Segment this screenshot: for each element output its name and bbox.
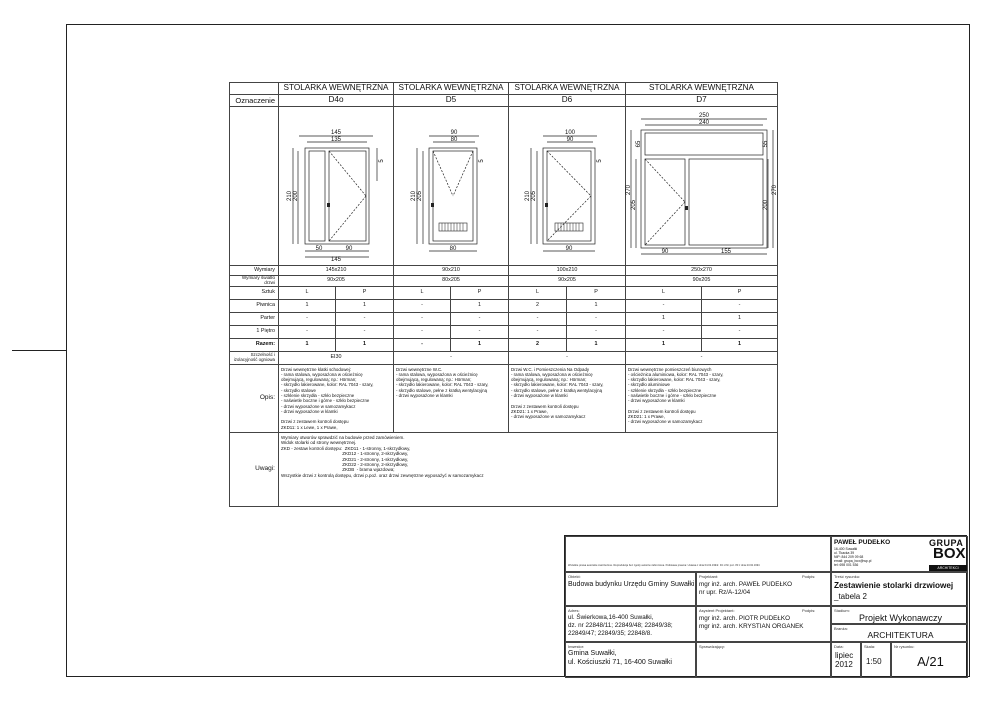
sztuk-label: Sztuk — [230, 286, 279, 299]
dim-d7-right: 270 — [771, 184, 778, 196]
count-cell: - — [567, 312, 626, 325]
count-cell: 1 — [451, 299, 509, 312]
code-d5: D5 — [394, 95, 509, 107]
adres-label: Adres: — [568, 608, 580, 613]
podpis-label: Podpis: — [802, 608, 816, 613]
header-d4o: STOLARKA WEWNĘTRZNA — [279, 83, 394, 95]
total-cell: 1 — [451, 338, 509, 351]
title-block — [564, 535, 967, 677]
count-cell: - — [451, 312, 509, 325]
count-cell: - — [509, 312, 567, 325]
count-cell: - — [626, 299, 702, 312]
dim-d7-width: 250 — [698, 113, 709, 119]
logo-text-grupa: GRUPA — [929, 538, 964, 548]
drawing-row — [230, 107, 778, 266]
total-cell: - — [394, 338, 451, 351]
code-d7: D7 — [626, 95, 778, 107]
swiatlo-d6: 90x205 — [509, 276, 626, 287]
dim-d4-frame: 5 — [379, 159, 385, 163]
dim-d7-top: 65 — [635, 140, 642, 148]
door-drawing-d6 — [509, 107, 626, 266]
asystent-label: Asystent Projektant: — [699, 608, 735, 613]
dim-d6-height: 210 — [525, 190, 531, 202]
obiekt-label: Obiekt: — [568, 574, 581, 579]
branza-cell — [831, 624, 968, 642]
door-drawing-d5 — [394, 107, 509, 266]
count-cell: - — [394, 325, 451, 338]
dim-d5-frame: 5 — [479, 159, 485, 163]
inwestor-label: Inwestor: — [568, 644, 585, 649]
oznaczenie-label: Oznaczenie — [230, 95, 279, 107]
opis-label: Opis: — [230, 364, 279, 432]
row-label: 1 Piętro — [230, 325, 279, 338]
swiatlo-d5: 80x205 — [394, 276, 509, 287]
grupa-box-logo — [928, 537, 968, 573]
lp-cell: L — [509, 286, 567, 299]
lp-cell: P — [567, 286, 626, 299]
razem-row — [230, 338, 778, 351]
count-cell: 1 — [567, 299, 626, 312]
skala-value: 1:50 — [866, 657, 882, 666]
copyright-text: Wszelkie prawa autorskie zastrzeżone. Reprodukcja bez zgody autorów zabroniona. Podstawa prawna: Ustawa z dnia 04.02.1994r. Dz.U.Nr poz. 83 z dnia 23.02.1994 — [568, 564, 760, 567]
razem-label: Razem: — [230, 338, 279, 351]
obiekt-value: Budowa budynku Urzędu Gminy Suwałki — [568, 581, 695, 588]
row-label: Parter — [230, 312, 279, 325]
dim-d4-b1: 50 — [315, 246, 323, 252]
opis-d7: Drzwi wewnętrzne pomieszczeń biurowych - ościeżnica aluminiowa, kolor: RAL 7043 - szary, - skrzydło lakierowane, kolor: RAL 7043 - szary, - skrzydło aluminiowe - szklenie skrzydła - szkło bezpieczne - naświetle boczne i górne - szkło bezpieczne - drzwi wyposażone w klamki Drzwi z zestawem kontroli dostępu ZKD21: 1 x Prawe, - drzwi wyposażone w samozamykacz — [626, 364, 778, 432]
dim-d5-width2: 80 — [450, 137, 458, 143]
count-cell: 1 — [279, 299, 336, 312]
wymiary-d5: 90x210 — [394, 266, 509, 276]
company-name: PAWEŁ PUDEŁKO — [834, 539, 891, 546]
stadium-cell — [831, 606, 968, 624]
tresc-label: Treść rysunku: — [834, 574, 861, 579]
count-cell: - — [394, 299, 451, 312]
total-cell: 1 — [626, 338, 702, 351]
opis-d6: Drzwi W.C. i Pomieszczenia Na Odpady - rama stalowa, wyposażona w ościeżnicę obejmującą, regulowaną; np.: Hörman; - skrzydło lakierowane, kolor: RAL 7043 - szary, - skrzydło stalowe, pełne z kratką wentylacyjną - drzwi wyposażone w klamki Drzwi z zestawem kontroli dostępu ZKD21: 1 x Prawe, - drzwi wyposażone w samozamykacz — [509, 364, 626, 432]
dim-d5-width: 90 — [450, 130, 458, 136]
door-schedule-table — [229, 82, 778, 507]
count-cell: - — [626, 325, 702, 338]
dim-d6-height2: 205 — [531, 190, 537, 202]
dim-d7-height: 270 — [625, 184, 632, 196]
count-cell: - — [279, 325, 336, 338]
dim-d7-b2: 155 — [720, 249, 731, 255]
podpis-label: Podpis: — [802, 574, 816, 579]
nr-rysunku-value: A/21 — [917, 654, 944, 669]
count-cell: 1 — [702, 312, 778, 325]
header-row — [230, 83, 778, 95]
count-cell: - — [451, 325, 509, 338]
dim-d4-width: 145 — [330, 130, 342, 136]
opis-d4o: Drzwi wewnętrzne klatki schodowej: - rama stalowa, wyposażona w ościeżnicę obejmującą, regulowaną; np.: Hörman; - skrzydło lakierowane, kolor: RAL 7043 - szary, - skrzydło stalowe - szklenie skrzydła - szkło bezpieczne - naświetle boczne i górne - szkło bezpieczne - drzwi wyposażone w samozamykacz - drzwi wyposażone w klamki Drzwi z zestawem kontroli dostępu ZKD11: 1 x Lewe, 1 x Prawe, — [279, 364, 394, 432]
total-cell: 1 — [567, 338, 626, 351]
skala-cell — [861, 642, 891, 678]
company-cell — [831, 536, 968, 572]
lp-cell: L — [394, 286, 451, 299]
tresc-subtitle: _tabela 2 — [834, 592, 867, 601]
tresc-value: Zestawienie stolarki drzwiowej — [834, 581, 954, 590]
table-row — [230, 299, 778, 312]
door-drawing-d4o — [279, 107, 394, 266]
company-address: 16-400 Suwałki ul. Tkacka 39 NIP: 844 209 09 68 email: grupa_box@wp.pl tel: 698 001 536 — [834, 547, 872, 567]
projektant-cell — [696, 572, 831, 606]
dim-d6-width2: 90 — [566, 137, 574, 143]
szczelnosc-d4o: EI30 — [279, 351, 394, 364]
dim-d4-height2: 200 — [293, 190, 299, 202]
dim-d4-height: 210 — [287, 190, 293, 202]
dim-d5-height: 210 — [411, 190, 417, 202]
opis-row — [230, 364, 778, 432]
count-cell: - — [567, 325, 626, 338]
obiekt-cell — [565, 572, 696, 606]
adres-value: ul. Świerkowa,16-400 Suwałki, dz. nr 22848/11; 22849/48; 22849/38; 22849/47; 22849/35; 22848/8. — [568, 614, 673, 637]
logo-text-architekci: ARCHITEKCI — [929, 565, 967, 571]
lp-cell: P — [451, 286, 509, 299]
header-d6: STOLARKA WEWNĘTRZNA — [509, 83, 626, 95]
row-label: Piwnica — [230, 299, 279, 312]
sztuk-row — [230, 286, 778, 299]
count-cell: - — [394, 312, 451, 325]
uwagi-text: Wymiary otworów sprawdzić na budowie przed zamówieniem. Widok stolarki od strony wewnętrznej. ZKD - zestaw kontroli dostępu: ZKD11 - 1-stronny, 1-skrzydłowy, ZKD12 - 1-stronny, 2-skrzydłowy, ZKD21 - 2-stronny, 1-skrzydłowy, ZKD22 - 2-stronny, 2-skrzydłowy, ZKDB - brama wjazdowa; Wszystkie drzwi z kontrolą dostępu, drzwi p.poż. oraz drzwi zewnętrzne wyposażyć w samozamykacz — [279, 433, 778, 507]
wymiary-d4o: 145x210 — [279, 266, 394, 276]
count-cell: - — [509, 325, 567, 338]
dim-d4-width2: 135 — [330, 137, 342, 143]
count-cell: 1 — [626, 312, 702, 325]
swiatlo-label: Wymiary światło drzwi — [230, 276, 279, 287]
asystent-cell — [696, 606, 831, 642]
lp-cell: P — [702, 286, 778, 299]
swiatlo-d4o: 90x205 — [279, 276, 394, 287]
count-cell: 2 — [509, 299, 567, 312]
szczelnosc-row — [230, 351, 778, 364]
wymiary-row — [230, 266, 778, 276]
nr-rysunku-label: Nr rysunku: — [894, 644, 915, 649]
adres-cell — [565, 606, 696, 642]
dim-d6-frame: 5 — [597, 159, 603, 163]
dim-d5-height2: 205 — [417, 190, 423, 202]
lp-cell: L — [279, 286, 336, 299]
data-value: lipiec 2012 — [835, 651, 854, 669]
table-row — [230, 325, 778, 338]
count-cell: - — [702, 299, 778, 312]
szczelnosc-d7: - — [626, 351, 778, 364]
opis-d5: Drzwi wewnętrzne W.C. - rama stalowa, wyposażona w ościeżnicę obejmującą, regulowaną; np.: Hörman; - skrzydło lakierowane, kolor: RAL 7043 - szary, - skrzydło stalowe, pełne z kratką wentylacyjną - drzwi wyposażone w klamki — [394, 364, 509, 432]
total-cell: 1 — [279, 338, 336, 351]
total-cell: 1 — [336, 338, 394, 351]
dim-d7-right3: 55 — [762, 140, 769, 148]
header-d7: STOLARKA WEWNĘTRZNA — [626, 83, 778, 95]
copyright-cell — [565, 536, 831, 572]
swiatlo-row — [230, 276, 778, 287]
lp-cell: P — [336, 286, 394, 299]
skala-label: Skala: — [864, 644, 876, 649]
lp-cell: L — [626, 286, 702, 299]
nr-rysunku-cell — [891, 642, 968, 678]
dim-d4-b2: 90 — [345, 246, 353, 252]
code-d4o: D4o — [279, 95, 394, 107]
total-cell: 2 — [509, 338, 567, 351]
margin-tick-line — [12, 350, 66, 351]
szczelnosc-label: Szczelność i izolacyjność ogniowa — [230, 351, 279, 364]
sprawdzajacy-label: Sprawdzający: — [699, 644, 726, 649]
table-row — [230, 312, 778, 325]
szczelnosc-d6: - — [509, 351, 626, 364]
count-cell: - — [702, 325, 778, 338]
dim-d7-width2: 240 — [698, 120, 709, 126]
logo-text-box: BOX — [933, 545, 966, 562]
total-cell: 1 — [702, 338, 778, 351]
dim-d6-bottom: 90 — [565, 246, 573, 252]
dim-d4-bottom: 145 — [330, 257, 342, 263]
wymiary-d6: 100x210 — [509, 266, 626, 276]
szczelnosc-d5: - — [394, 351, 509, 364]
dim-d5-bottom: 80 — [449, 246, 457, 252]
inwestor-value: Gmina Suwałki, ul. Kościuszki 71, 16-400 Suwałki — [568, 650, 672, 666]
wymiary-label: Wymiary — [230, 266, 279, 276]
data-cell — [831, 642, 861, 678]
branza-value: ARCHITEKTURA — [867, 630, 934, 640]
code-d6: D6 — [509, 95, 626, 107]
tresc-cell — [831, 572, 968, 606]
header-d5: STOLARKA WEWNĘTRZNA — [394, 83, 509, 95]
count-cell: 1 — [336, 299, 394, 312]
uwagi-row — [230, 433, 778, 507]
dim-d7-b1: 90 — [661, 249, 668, 255]
asystent-value: mgr inż. arch. PIOTR PUDEŁKO mgr inż. arch. KRYSTIAN ORGANEK — [699, 615, 804, 630]
wymiary-d7: 250x270 — [626, 266, 778, 276]
stadium-value: Projekt Wykonawczy — [859, 613, 942, 623]
count-cell: - — [279, 312, 336, 325]
dim-d6-width: 100 — [564, 130, 576, 136]
projektant-value: mgr inż. arch. PAWEŁ PUDEŁKO nr upr. Rz/A-12/04 — [699, 581, 793, 596]
inwestor-cell — [565, 642, 696, 678]
uwagi-label: Uwagi: — [230, 433, 279, 507]
count-cell: - — [336, 312, 394, 325]
data-label: Data: — [834, 644, 844, 649]
stadium-label: Stadium: — [834, 608, 850, 613]
projektant-label: Projektant: — [699, 574, 719, 579]
swiatlo-d7: 90x205 — [626, 276, 778, 287]
dim-d7-height2: 205 — [630, 199, 637, 211]
branza-label: Branża: — [834, 626, 848, 631]
door-drawing-d7 — [626, 107, 778, 266]
code-row — [230, 95, 778, 107]
sprawdzajacy-cell — [696, 642, 831, 678]
dim-d7-right2: 200 — [762, 199, 769, 211]
count-cell: - — [336, 325, 394, 338]
